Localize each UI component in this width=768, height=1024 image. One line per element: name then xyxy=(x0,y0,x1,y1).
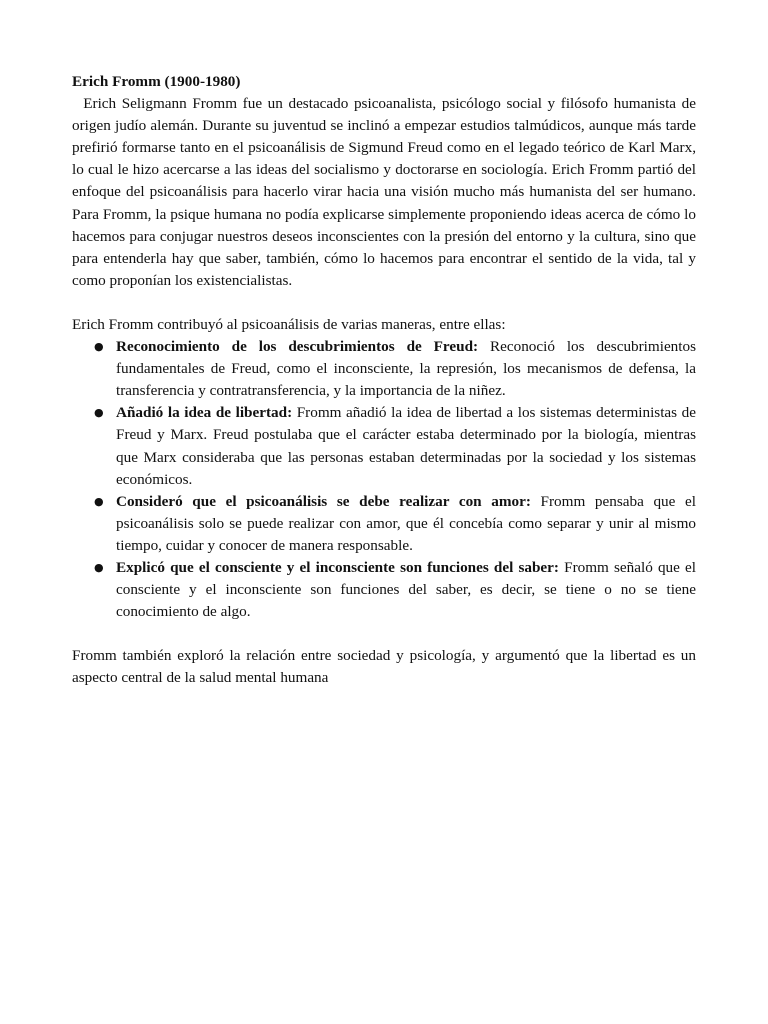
list-item xyxy=(72,491,696,557)
list-intro-paragraph: Erich Fromm contribuyó al psicoanálisis de varias maneras, entre ellas: xyxy=(72,315,506,333)
list-item-text: Fromm pensaba que el psicoanálisis solo se puede realizar con amor, que él concebía como separar y unir al mismo tiempo, cuidar y conocer de manera responsable. xyxy=(116,492,696,554)
bullet-icon: ● xyxy=(94,560,104,574)
list-item-heading: Explicó que el consciente y el inconsciente son funciones del saber: xyxy=(116,558,559,576)
contributions-list xyxy=(72,336,696,623)
list-item-text: Reconoció los descubrimientos fundamentales de Freud, como el inconsciente, la represión, los mecanismos de defensa, la transferencia y contratransferencia, y la importancia de la niñez. xyxy=(116,338,696,400)
paragraph-spacer xyxy=(72,623,696,645)
bullet-icon: ● xyxy=(94,340,104,354)
list-item-text: Fromm señaló que el consciente y el inconsciente son funciones del saber, es decir, se tiene o no se tiene conocimiento de algo. xyxy=(116,558,696,621)
list-item xyxy=(72,336,696,402)
list-item xyxy=(72,557,696,623)
list-item-heading: Añadió la idea de libertad: xyxy=(116,404,293,422)
paragraph-spacer xyxy=(72,292,696,314)
list-item-heading: Consideró que el psicoanálisis se debe realizar con amor: xyxy=(116,492,531,510)
list-item-heading: Reconocimiento de los descubrimientos de Freud: xyxy=(116,338,479,356)
closing-paragraph: Fromm también exploró la relación entre sociedad y psicología, y argumentó que la libertad es un aspecto central de la salud mental humana xyxy=(72,647,696,687)
document-page xyxy=(72,71,696,689)
bullet-icon: ● xyxy=(94,494,104,508)
document-title: Erich Fromm (1900-1980) xyxy=(72,73,241,90)
bullet-icon: ● xyxy=(94,406,104,420)
list-item-text: Fromm añadió la idea de libertad a los sistemas deterministas de Freud y Marx. Freud postulaba que el carácter estaba determinado por la biología, mientras que Marx consideraba que las personas estaban determinadas por la sociedad y los sistemas económicos. xyxy=(116,404,696,488)
intro-paragraph: Erich Seligmann Fromm fue un destacado psicoanalista, psicólogo social y filósofo humanista de origen judío alemán. Durante su juventud se inclinó a empezar estudios talmúdicos, aunque más tarde prefirió formarse tanto en el psicoanálisis de Sigmund Freud como en el legado teórico de Karl Marx, lo cual le hizo acercarse a las ideas del socialismo y doctorarse en sociología. Erich Fromm partió del enfoque del psicoanálisis para hacerlo virar hacia una visión mucho más humanista del ser humano. Para Fromm, la psique humana no podía explicarse simplemente proponiendo ideas acerca de cómo lo hacemos para conjugar nuestros deseos inconscientes con la presión del entorno y la cultura, sino que para entenderla hay que saber, también, cómo lo hacemos para encontrar el sentido de la vida, tal y como proponían los existencialistas. xyxy=(72,95,696,289)
list-item xyxy=(72,402,696,490)
